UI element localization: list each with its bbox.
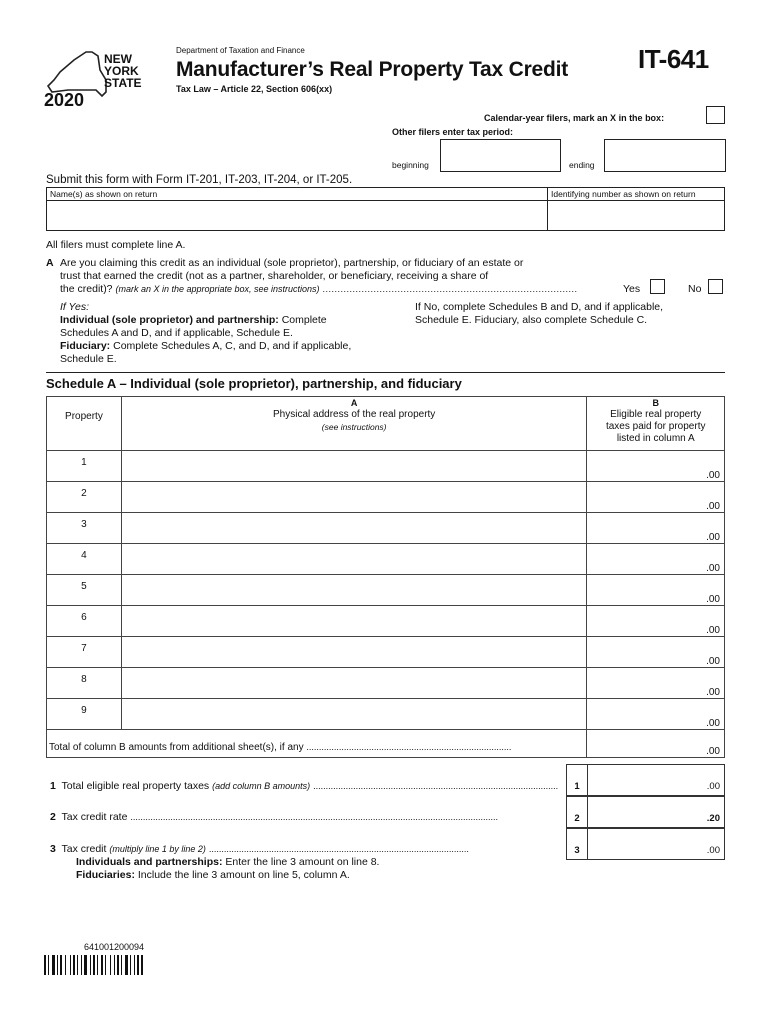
if-yes-fiduciary-bold: Fiduciary: [60, 340, 111, 352]
line-1-number: 1 [50, 780, 56, 792]
yes-checkbox[interactable] [650, 279, 665, 294]
tax-year: 2020 [44, 90, 85, 110]
barcode-bar [137, 955, 139, 975]
line-a-letter: A [46, 257, 54, 269]
tax-amount-field[interactable]: .00 [587, 637, 725, 668]
all-filers-text: All filers must complete line A. [46, 239, 186, 251]
name-label: Name(s) as shown on return [50, 189, 158, 199]
barcode-bar [90, 955, 91, 975]
property-number: 1 [47, 451, 122, 482]
line-1-instructions: (add column B amounts) [212, 781, 311, 791]
address-field[interactable] [121, 544, 587, 575]
if-yes-instructions [60, 301, 380, 366]
id-number-field[interactable] [548, 188, 724, 230]
col-b-letter: B [652, 398, 659, 408]
tax-amount-field[interactable]: .00 [587, 699, 725, 730]
line-2-box-label: 2 [566, 796, 588, 828]
name-id-box [46, 187, 725, 231]
table-row [47, 606, 725, 637]
no-label: No [688, 283, 702, 295]
other-filers-label: Other filers enter tax period: [392, 127, 514, 137]
barcode-bar [121, 955, 122, 975]
col-b-line-3: listed in column A [616, 433, 695, 444]
col-property-label: Property [65, 411, 103, 422]
barcode-bar [97, 955, 98, 975]
note-1-rest: Enter the line 3 amount on line 8. [222, 856, 380, 868]
line-a-question [60, 257, 700, 296]
schedule-a-header-row [47, 397, 725, 451]
col-b-header [587, 397, 725, 451]
line-1 [50, 780, 570, 793]
line-a-text-1: Are you claiming this credit as an individual (sole proprietor), partnership, or fiduciary of an estate or [60, 257, 524, 269]
address-field[interactable] [121, 482, 587, 513]
barcode-bar [70, 955, 71, 975]
beginning-date-field[interactable] [440, 139, 561, 172]
line-1-amount: .00 [706, 781, 720, 792]
line-1-box-label: 1 [566, 764, 588, 796]
table-row [47, 699, 725, 730]
table-row [47, 482, 725, 513]
property-number: 4 [47, 544, 122, 575]
barcode-bar [101, 955, 103, 975]
line-3 [50, 843, 570, 856]
tax-amount-field[interactable]: .00 [587, 668, 725, 699]
table-row [47, 637, 725, 668]
address-field[interactable] [121, 606, 587, 637]
if-yes-fiduciary-2: Schedule E. [60, 353, 117, 365]
table-row [47, 575, 725, 606]
property-number: 3 [47, 513, 122, 544]
line-2-text: Tax credit rate [61, 811, 128, 823]
line-2-amount: .20 [706, 813, 720, 824]
address-field[interactable] [121, 699, 587, 730]
tax-amount-field[interactable]: .00 [587, 451, 725, 482]
col-b-line-1: Eligible real property [610, 409, 702, 420]
note-2-rest: Include the line 3 amount on line 5, column A. [134, 869, 350, 881]
col-a-header [121, 397, 587, 451]
leader-dots: .................................................................................................. [313, 781, 559, 791]
barcode-bar [130, 955, 131, 975]
id-number-label: Identifying number as shown on return [551, 189, 696, 199]
line-3-number: 3 [50, 843, 56, 855]
address-field[interactable] [121, 513, 587, 544]
tax-amount-field[interactable]: .00 [587, 513, 725, 544]
line-3-notes [76, 856, 379, 882]
line-3-instructions: (multiply line 1 by line 2) [109, 844, 206, 854]
col-a-letter: A [350, 398, 358, 408]
form-title: Manufacturer’s Real Property Tax Credit [176, 58, 569, 81]
tax-amount-field[interactable]: .00 [587, 482, 725, 513]
address-field[interactable] [121, 637, 587, 668]
property-number: 8 [47, 668, 122, 699]
address-field[interactable] [121, 451, 587, 482]
barcode-bar [105, 955, 106, 975]
barcode-bar [110, 955, 111, 975]
note-2-bold: Fiduciaries: [76, 869, 135, 881]
schedule-a-title: Schedule A – Individual (sole proprietor), partnership, and fiduciary [46, 376, 462, 391]
col-a-title: Physical address of the real property [273, 409, 436, 420]
label-divider [47, 200, 724, 201]
ending-label: ending [569, 160, 595, 170]
if-no-1: If No, complete Schedules B and D, and if applicable, [415, 301, 664, 313]
state-line-3: STATE [104, 76, 142, 90]
property-number: 7 [47, 637, 122, 668]
state-line-1: NEW [104, 52, 132, 66]
if-yes-label: If Yes: [60, 301, 89, 313]
line-3-amount: .00 [706, 845, 720, 856]
property-number: 6 [47, 606, 122, 637]
schedule-a-rule [46, 372, 725, 373]
if-no-instructions [415, 301, 715, 327]
state-line-2: YORK [104, 64, 139, 78]
form-number: IT-641 [638, 44, 709, 74]
line-a-text-3: the credit)? [60, 283, 113, 295]
if-yes-individual-2: Schedules A and D, and if applicable, Schedule E. [60, 327, 293, 339]
leader-dots: ..................................................................................... [322, 284, 578, 294]
barcode-bar [81, 955, 82, 975]
total-amount: .00 [706, 746, 720, 757]
line-1-amount-field[interactable] [587, 764, 725, 796]
property-number: 5 [47, 575, 122, 606]
barcode-bar [84, 955, 87, 975]
line-3-box-label: 3 [566, 828, 588, 860]
leader-dots: .................................................................................. [306, 742, 512, 752]
barcode-bar [60, 955, 62, 975]
department-name: Department of Taxation and Finance [176, 46, 305, 55]
note-1-bold: Individuals and partnerships: [76, 856, 223, 868]
beginning-label: beginning [392, 160, 429, 170]
table-row [47, 451, 725, 482]
table-row [47, 513, 725, 544]
line-3-amount-field[interactable] [587, 828, 725, 860]
leader-dots: ........................................................................................................ [208, 844, 469, 854]
property-number: 2 [47, 482, 122, 513]
schedule-a-rows [47, 451, 725, 730]
barcode-bar [77, 955, 78, 975]
line-a-text-3-row [60, 283, 700, 296]
barcode-bar [125, 955, 128, 975]
tax-amount-field[interactable]: .00 [587, 606, 725, 637]
no-checkbox[interactable] [708, 279, 723, 294]
total-label-cell [47, 730, 587, 758]
barcode-bar [48, 955, 49, 975]
tax-amount-field[interactable]: .00 [587, 575, 725, 606]
barcode-number: 641001200094 [84, 942, 145, 952]
address-field[interactable] [121, 668, 587, 699]
barcode-bar [134, 955, 135, 975]
property-number: 9 [47, 699, 122, 730]
line-2-number: 2 [50, 811, 56, 823]
barcode-bar [65, 955, 66, 975]
line-a-instructions: (mark an X in the appropriate box, see instructions) [115, 284, 320, 294]
submit-note: Submit this form with Form IT-201, IT-203, IT-204, or IT-205. [46, 174, 353, 186]
line-1-text: Total eligible real property taxes [61, 780, 210, 792]
if-yes-individual-rest: Complete [278, 314, 327, 326]
yes-label: Yes [623, 283, 641, 295]
table-row [47, 544, 725, 575]
barcode-bar [141, 955, 143, 975]
if-yes-fiduciary-rest: Complete Schedules A, C, and D, and if applicable, [110, 340, 352, 352]
barcode-bar [52, 955, 55, 975]
line-2-amount-field[interactable] [587, 796, 725, 828]
barcode-bar [117, 955, 119, 975]
if-no-2: Schedule E. Fiduciary, also complete Schedule C. [415, 314, 648, 326]
total-amount-field[interactable] [587, 730, 725, 758]
barcode-bar [57, 955, 58, 975]
line-2 [50, 811, 570, 824]
address-field[interactable] [121, 575, 587, 606]
barcode-bar [44, 955, 46, 975]
barcode-bar [114, 955, 115, 975]
all-filers-note [46, 239, 185, 252]
if-yes-individual-bold: Individual (sole proprietor) and partnership: [60, 314, 279, 326]
line-a-text-2: trust that earned the credit (not as a partner, shareholder, or beneficiary, receiving a share of [60, 270, 489, 282]
schedule-a-table [46, 396, 725, 758]
line-3-text: Tax credit [61, 843, 107, 855]
barcode [44, 955, 194, 975]
col-property-header [47, 397, 122, 451]
ending-date-field[interactable] [604, 139, 726, 172]
state-name [104, 53, 142, 89]
table-row [47, 668, 725, 699]
tax-amount-field[interactable]: .00 [587, 544, 725, 575]
name-field[interactable] [47, 188, 548, 230]
leader-dots: ................................................................................................................................................... [130, 812, 498, 822]
calendar-year-label: Calendar-year filers, mark an X in the box: [484, 113, 665, 123]
total-label: Total of column B amounts from additional sheet(s), if any [49, 742, 304, 753]
col-a-instructions: (see instructions) [321, 422, 387, 432]
barcode-bar [93, 955, 95, 975]
calendar-year-checkbox[interactable] [706, 106, 725, 124]
tax-law-reference: Tax Law – Article 22, Section 606(xx) [176, 84, 333, 94]
barcode-bar [73, 955, 75, 975]
total-row [47, 730, 725, 758]
col-b-line-2: taxes paid for property [605, 421, 706, 432]
